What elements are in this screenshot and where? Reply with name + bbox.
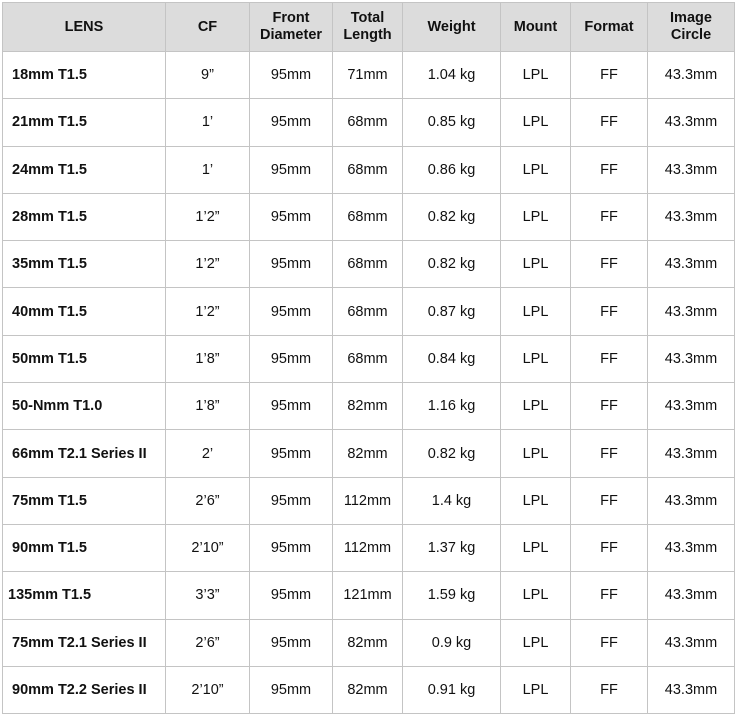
cell-front-diameter: 95mm [250,193,333,240]
cell-image-circle: 43.3mm [648,99,735,146]
cell-weight: 1.37 kg [403,524,501,571]
cell-total-length: 68mm [333,193,403,240]
table-row [3,241,735,288]
column-header-line: Weight [427,18,476,35]
table-row [3,572,735,619]
cell-lens: 75mm T1.5 [3,477,166,524]
column-header-line: Diameter [259,27,323,43]
cell-mount: LPL [501,99,571,146]
cell-image-circle: 43.3mm [648,52,735,99]
cell-total-length: 121mm [333,572,403,619]
cell-cf: 1’ [166,146,250,193]
cell-mount: LPL [501,241,571,288]
cell-mount: LPL [501,666,571,713]
cell-image-circle: 43.3mm [648,666,735,713]
cell-mount: LPL [501,619,571,666]
cell-cf: 2’10” [166,524,250,571]
cell-image-circle: 43.3mm [648,430,735,477]
column-header-line: Format [584,18,634,35]
column-header-format [571,3,648,52]
cell-mount: LPL [501,524,571,571]
cell-weight: 0.84 kg [403,335,501,382]
column-header-line: CF [197,18,218,35]
column-header-total-length [333,3,403,52]
cell-image-circle: 43.3mm [648,335,735,382]
cell-front-diameter: 95mm [250,241,333,288]
cell-total-length: 82mm [333,383,403,430]
table-row [3,383,735,430]
column-header-line: Front [272,10,310,26]
cell-format: FF [571,572,648,619]
cell-mount: LPL [501,193,571,240]
cell-total-length: 112mm [333,477,403,524]
cell-cf: 9” [166,52,250,99]
cell-cf: 1’2” [166,288,250,335]
cell-cf: 3’3” [166,572,250,619]
cell-total-length: 82mm [333,619,403,666]
cell-cf: 1’8” [166,383,250,430]
table-row [3,99,735,146]
cell-lens: 90mm T1.5 [3,524,166,571]
cell-format: FF [571,288,648,335]
cell-total-length: 82mm [333,666,403,713]
table-row [3,524,735,571]
cell-front-diameter: 95mm [250,383,333,430]
cell-format: FF [571,99,648,146]
cell-format: FF [571,477,648,524]
cell-weight: 0.86 kg [403,146,501,193]
cell-total-length: 71mm [333,52,403,99]
cell-lens: 75mm T2.1 Series II [3,619,166,666]
cell-front-diameter: 95mm [250,99,333,146]
cell-cf: 2’ [166,430,250,477]
cell-weight: 0.82 kg [403,241,501,288]
cell-cf: 2’6” [166,619,250,666]
column-header-line: Image [670,10,712,26]
cell-cf: 1’2” [166,241,250,288]
column-header-weight [403,3,501,52]
cell-front-diameter: 95mm [250,666,333,713]
cell-weight: 0.82 kg [403,430,501,477]
column-header-line: Total [350,10,385,26]
cell-image-circle: 43.3mm [648,524,735,571]
cell-cf: 1’ [166,99,250,146]
table-row [3,52,735,99]
cell-mount: LPL [501,383,571,430]
cell-total-length: 68mm [333,99,403,146]
cell-lens: 50-Nmm T1.0 [3,383,166,430]
header-row [3,3,735,52]
table-row [3,146,735,193]
table-row [3,477,735,524]
cell-format: FF [571,524,648,571]
cell-total-length: 112mm [333,524,403,571]
cell-lens: 135mm T1.5 [3,572,166,619]
cell-front-diameter: 95mm [250,288,333,335]
cell-mount: LPL [501,288,571,335]
cell-cf: 2’10” [166,666,250,713]
cell-total-length: 68mm [333,335,403,382]
column-header-line: Length [343,27,392,43]
cell-front-diameter: 95mm [250,335,333,382]
cell-format: FF [571,146,648,193]
cell-total-length: 68mm [333,288,403,335]
table-row [3,430,735,477]
cell-image-circle: 43.3mm [648,146,735,193]
cell-image-circle: 43.3mm [648,572,735,619]
cell-format: FF [571,619,648,666]
cell-weight: 1.4 kg [403,477,501,524]
cell-front-diameter: 95mm [250,572,333,619]
lens-spec-table [2,2,735,714]
cell-cf: 1’8” [166,335,250,382]
cell-total-length: 82mm [333,430,403,477]
column-header-line: Mount [513,18,558,35]
table-row [3,619,735,666]
cell-weight: 1.59 kg [403,572,501,619]
cell-lens: 90mm T2.2 Series II [3,666,166,713]
cell-front-diameter: 95mm [250,477,333,524]
column-header-line: Circle [670,27,712,43]
column-header-lens [3,3,166,52]
cell-image-circle: 43.3mm [648,383,735,430]
cell-mount: LPL [501,335,571,382]
cell-mount: LPL [501,146,571,193]
cell-mount: LPL [501,52,571,99]
cell-mount: LPL [501,430,571,477]
cell-front-diameter: 95mm [250,524,333,571]
cell-lens: 28mm T1.5 [3,193,166,240]
cell-lens: 18mm T1.5 [3,52,166,99]
column-header-mount [501,3,571,52]
table-row [3,666,735,713]
cell-format: FF [571,335,648,382]
cell-total-length: 68mm [333,241,403,288]
cell-lens: 35mm T1.5 [3,241,166,288]
cell-weight: 0.82 kg [403,193,501,240]
cell-weight: 0.91 kg [403,666,501,713]
cell-format: FF [571,241,648,288]
cell-weight: 1.04 kg [403,52,501,99]
column-header-front-diameter [250,3,333,52]
cell-lens: 40mm T1.5 [3,288,166,335]
cell-image-circle: 43.3mm [648,241,735,288]
cell-weight: 0.87 kg [403,288,501,335]
table-row [3,193,735,240]
cell-image-circle: 43.3mm [648,193,735,240]
table-row [3,288,735,335]
cell-lens: 24mm T1.5 [3,146,166,193]
cell-front-diameter: 95mm [250,430,333,477]
cell-image-circle: 43.3mm [648,619,735,666]
cell-front-diameter: 95mm [250,52,333,99]
cell-front-diameter: 95mm [250,619,333,666]
cell-weight: 1.16 kg [403,383,501,430]
cell-format: FF [571,193,648,240]
cell-lens: 21mm T1.5 [3,99,166,146]
cell-lens: 66mm T2.1 Series II [3,430,166,477]
cell-weight: 0.9 kg [403,619,501,666]
cell-format: FF [571,666,648,713]
cell-image-circle: 43.3mm [648,288,735,335]
column-header-line: LENS [64,18,104,35]
cell-format: FF [571,430,648,477]
cell-format: FF [571,52,648,99]
cell-cf: 1’2” [166,193,250,240]
column-header-image-circle [648,3,735,52]
table-body [3,52,735,714]
cell-mount: LPL [501,477,571,524]
cell-format: FF [571,383,648,430]
cell-lens: 50mm T1.5 [3,335,166,382]
cell-total-length: 68mm [333,146,403,193]
cell-image-circle: 43.3mm [648,477,735,524]
column-header-cf [166,3,250,52]
cell-cf: 2’6” [166,477,250,524]
cell-weight: 0.85 kg [403,99,501,146]
cell-mount: LPL [501,572,571,619]
cell-front-diameter: 95mm [250,146,333,193]
table-row [3,335,735,382]
